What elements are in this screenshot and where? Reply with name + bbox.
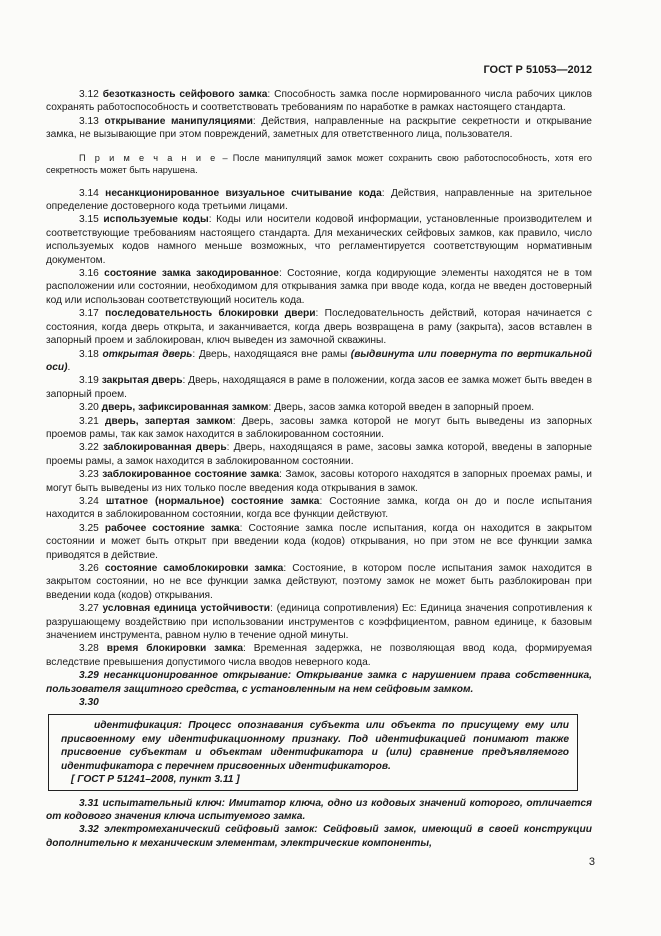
clause-3-16: 3.16 состояние замка закодированное: Состояние, когда кодирующие элементы находятся не в том расположении или состоянии, необходимом для открывания замка при вводе кода, когда не введен достоверный код или использован соответствующий носитель кода.: [46, 268, 592, 306]
clause-3-17: 3.17 последовательность блокировки двери: Последовательность действий, которая начинается с состояния, когда дверь открыта, и заканчивается, когда дверь возвращена в раму (закрыта), засов вставлен в запорный проем и заблокирован, ключ выведен из замочной скважины.: [46, 308, 592, 347]
clause-3-15: 3.15 используемые коды: Коды или носители кодовой информации, установленные производителем и соответствующие требованиям настоящего стандарта. Для механических сейфовых замков, как правило, число используемых кодов намного меньше возможных, что регламентируется соответствующим нормативным документом.: [46, 214, 592, 266]
clause-3-27: 3.27 условная единица устойчивости: (единица сопротивления) Ес: Единица значения сопротивления к разрушающему воздействию при использовании инструментов с коэффициентом, равном единице, к базовым значением инструмента, равном нулю в течение одной минуты.: [46, 603, 592, 642]
clause-3-30-text: идентификация: Процесс опознавания субъекта или объекта по присущему ему или присвоенному ему идентификационному признаку. Под идентификацией понимают также присвоение субъектам и объектам идентификатора и (или) сравнение предъявляемого идентификатора с перечнем присвоенных идентификаторов.: [61, 720, 569, 772]
document-header: ГОСТ Р 51053—2012: [483, 64, 592, 76]
clause-3-24: 3.24 штатное (нормальное) состояние замка: Состояние замка, когда он до и после испытания находится в заблокированном состоянии, когда все функции действуют.: [46, 495, 592, 521]
clause-3-32: 3.32 электромеханический сейфовый замок: Сейфовый замок, имеющий в своей конструкции дополнительно к механическим элементам, электрические компоненты,: [46, 824, 592, 849]
clause-3-20: 3.20 дверь, зафиксированная замком: Дверь, засов замка которой введен в запорный проем.: [79, 402, 535, 414]
document-body: [46, 58, 592, 850]
page-number: 3: [588, 856, 595, 868]
clause-3-12: 3.12 безотказность сейфового замка: Способность замка после нормированного числа рабочих циклов сохранять работоспособность и соответствовать требованиям по наработке в рамках настоящего стандарта.: [46, 89, 592, 114]
definition-box: [48, 714, 578, 790]
clause-3-21: 3.21 дверь, запертая замком: Дверь, засовы замка которой не могут быть выведены из запорных проемов рамы, так как замок находится в заблокированном состоянии.: [46, 415, 592, 440]
clause-3-13: 3.13 открывание манипуляциями: Действия, направленные на раскрытие секретности и открывание замка, не вызывающие при этом повреждений, заметных для ответственного лица, пользователя.: [46, 115, 592, 141]
reference: [ ГОСТ Р 51241–2008, пункт 3.11 ]: [71, 774, 240, 786]
clause-3-14: 3.14 несанкционированное визуальное считывание кода: Действия, направленные на зрительное определение достоверного кода третьими лицами.: [46, 187, 592, 213]
note: П р и м е ч а н и е – После манипуляций замок может сохранить свою работоспособность, хотя его секретность может быть нарушена.: [46, 152, 592, 176]
clause-3-29: 3.29 несанкционированное открывание: Открывание замка с нарушением права собственника, пользователя защитного средства, с установленным на нем сейфовым замком.: [46, 670, 592, 695]
clause-3-19: 3.19 закрытая дверь: Дверь, находящаяся в раме в положении, когда засов ее замка может быть введен в запорный проем.: [46, 375, 592, 400]
clause-3-26: 3.26 состояние самоблокировки замка: Состояние, в котором после испытания замок находится в закрытом состоянии, но не все функции замка действуют, поэтому замок не может быть разблокирован при введении кода (кодов) открывания.: [46, 563, 592, 601]
clause-3-23: 3.23 заблокированное состояние замка: Замок, засовы которого находятся в запорных проемах рамы, и могут быть выведены из них только после введения кода открывания в замок.: [46, 469, 593, 494]
clause-3-31: 3.31 испытательный ключ: Имитатор ключа, одно из кодовых значений которого, отличается от кодового значения ключа испытуемого замка.: [46, 797, 592, 822]
clause-3-25: 3.25 рабочее состояние замка: Состояние замка после испытания, когда он находится в закрытом состоянии и может быть открыт при введении кода (кодов) открывания, но при этом не все функции замка приводятся в действие.: [46, 522, 592, 561]
clause-3-30-number: 3.30: [79, 697, 99, 709]
clause-3-18: 3.18 открытая дверь: Дверь, находящаяся вне рамы (выдвинута или повернута по вертикальной оси).: [46, 348, 592, 373]
clause-3-28: 3.28 время блокировки замка: Временная задержка, не позволяющая ввод кода, формируемая вследствие превышения допустимого числа вводов неверного кода.: [46, 643, 592, 668]
clause-3-22: 3.22 заблокированная дверь: Дверь, находящаяся в раме, засовы замка которой, введены в запорные проемы рамы, а замок находится в заблокированном состоянии.: [46, 442, 592, 467]
